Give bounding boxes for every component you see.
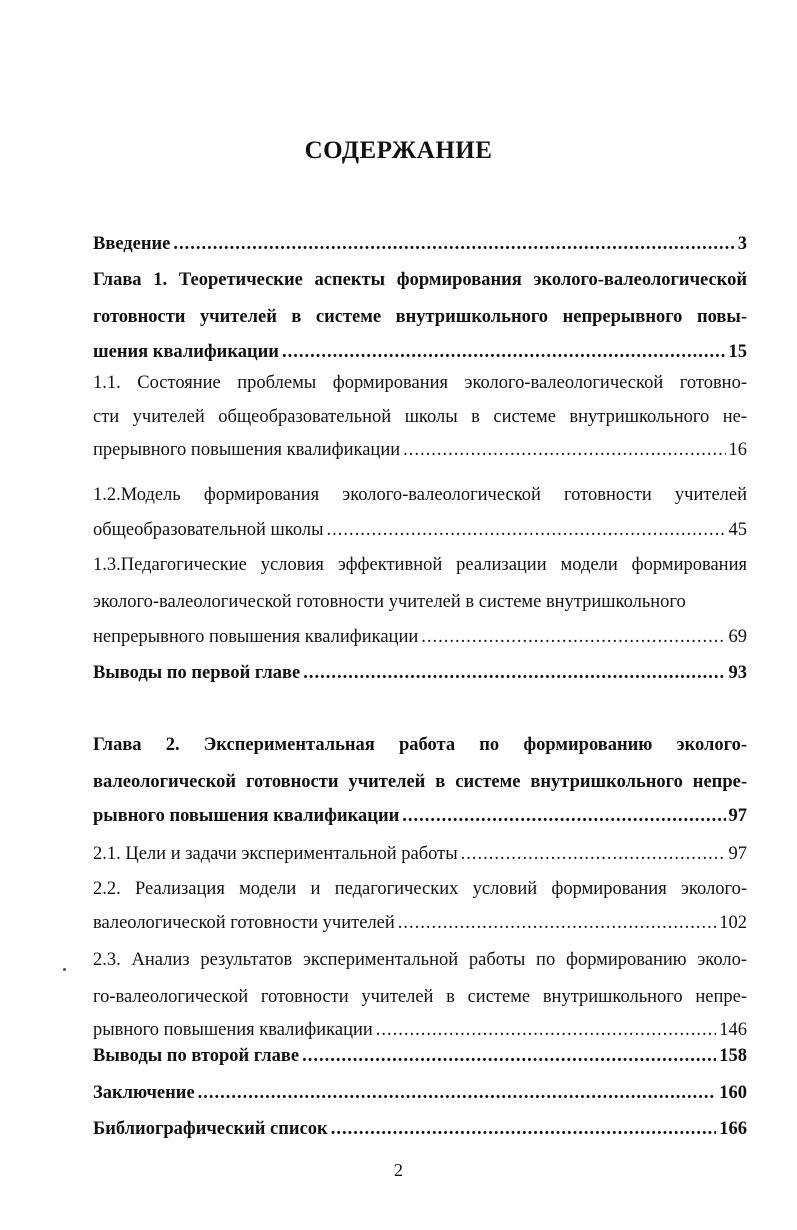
toc-conclusions-chapter1[interactable]: [93, 658, 747, 688]
toc-page-number: 69: [728, 627, 747, 647]
toc-section-2-1[interactable]: [93, 839, 747, 869]
dot-leader: [331, 1114, 717, 1144]
toc-bibliography[interactable]: [93, 1114, 747, 1144]
dot-leader: [327, 515, 726, 545]
toc-chapter2-line2[interactable]: валеологической готовности учителей в системе внутришкольного непре-: [93, 772, 747, 792]
toc-entry-label: 2.1. Цели и задачи экспериментальной работы: [93, 844, 458, 864]
toc-section-1-1-line2[interactable]: сти учителей общеобразовательной школы в системе внутришкольного не-: [93, 407, 747, 427]
toc-section-1-2-line1[interactable]: 1.2.Модель формирования эколого-валеологической готовности учителей: [93, 485, 747, 505]
toc-section-1-3-line2[interactable]: эколого-валеологической готовности учителей в системе внутришкольного: [93, 592, 686, 612]
dot-leader: [402, 801, 725, 831]
scan-speck: [63, 968, 66, 971]
toc-chapter1-line3[interactable]: [93, 337, 747, 367]
toc-entry-label: Выводы по первой главе: [93, 663, 301, 683]
toc-page-number: 16: [728, 440, 747, 460]
toc-page-number: 158: [719, 1046, 747, 1066]
toc-entry-label: Выводы по второй главе: [93, 1046, 300, 1066]
toc-page-number: 45: [728, 520, 747, 540]
toc-section-2-3-line1[interactable]: 2.3. Анализ результатов экспериментальной работы по формированию эколо-: [93, 950, 747, 970]
toc-section-1-1-line1[interactable]: 1.1. Состояние проблемы формирования эколого-валеологической готовно-: [93, 373, 747, 393]
toc-section-1-3-line1[interactable]: 1.3.Педагогические условия эффективной реализации модели формирования: [93, 555, 747, 575]
toc-section-1-2-line2[interactable]: [93, 515, 747, 545]
toc-page-number: 160: [719, 1083, 747, 1103]
toc-conclusions-chapter2[interactable]: [93, 1041, 747, 1071]
toc-chapter1-line2[interactable]: готовности учителей в системе внутришкольного непрерывного повы-: [93, 307, 747, 327]
toc-page-number: 15: [728, 342, 747, 362]
toc-page-number: 3: [737, 234, 747, 254]
toc-chapter2-line1[interactable]: Глава 2. Экспериментальная работа по формированию эколого-: [93, 735, 747, 755]
toc-entry-label: Введение: [93, 234, 171, 254]
toc-page-number: 166: [719, 1119, 747, 1139]
toc-section-2-3-line2[interactable]: го-валеологической готовности учителей в системе внутришкольного непре-: [93, 987, 747, 1007]
toc-entry-label: шения квалификации: [93, 342, 279, 362]
toc-page-number: 97: [728, 844, 747, 864]
toc-conclusion[interactable]: [93, 1078, 747, 1108]
toc-chapter2-line3[interactable]: [93, 801, 747, 831]
toc-section-1-1-line3[interactable]: [93, 435, 747, 465]
dot-leader: [198, 1078, 717, 1108]
dot-leader: [303, 658, 725, 688]
toc-entry-label: рывного повышения квалификации: [93, 1020, 373, 1040]
toc-section-2-2-line1[interactable]: 2.2. Реализация модели и педагогических условий формирования эколого-: [93, 879, 747, 899]
dot-leader: [403, 435, 725, 465]
dot-leader: [398, 908, 716, 938]
toc-entry-intro[interactable]: [93, 229, 747, 259]
toc-entry-label: общеобразовательной школы: [93, 520, 324, 540]
toc-page-number: 146: [719, 1020, 747, 1040]
toc-entry-label: непрерывного повышения квалификации: [93, 627, 419, 647]
dot-leader: [173, 229, 734, 259]
dot-leader: [461, 839, 726, 869]
toc-entry-label: Заключение: [93, 1083, 195, 1103]
toc-section-1-3-line3[interactable]: [93, 622, 747, 652]
page-title: СОДЕРЖАНИЕ: [304, 137, 493, 164]
toc-section-2-2-line2[interactable]: [93, 908, 747, 938]
toc-entry-label: рывного повышения квалификации: [93, 806, 400, 826]
toc-entry-label: валеологической готовности учителей: [93, 913, 395, 933]
toc-page-number: 93: [728, 663, 747, 683]
toc-chapter1-line1[interactable]: Глава 1. Теоретические аспекты формирования эколого-валеологической: [93, 270, 747, 290]
dot-leader: [282, 337, 726, 367]
toc-entry-label: прерывного повышения квалификации: [93, 440, 401, 460]
toc-page-number: 97: [728, 806, 747, 826]
dot-leader: [302, 1041, 716, 1071]
page-number: 2: [394, 1160, 403, 1180]
toc-page-number: 102: [719, 913, 747, 933]
toc-entry-label: Библиографический список: [93, 1119, 328, 1139]
dot-leader: [421, 622, 725, 652]
